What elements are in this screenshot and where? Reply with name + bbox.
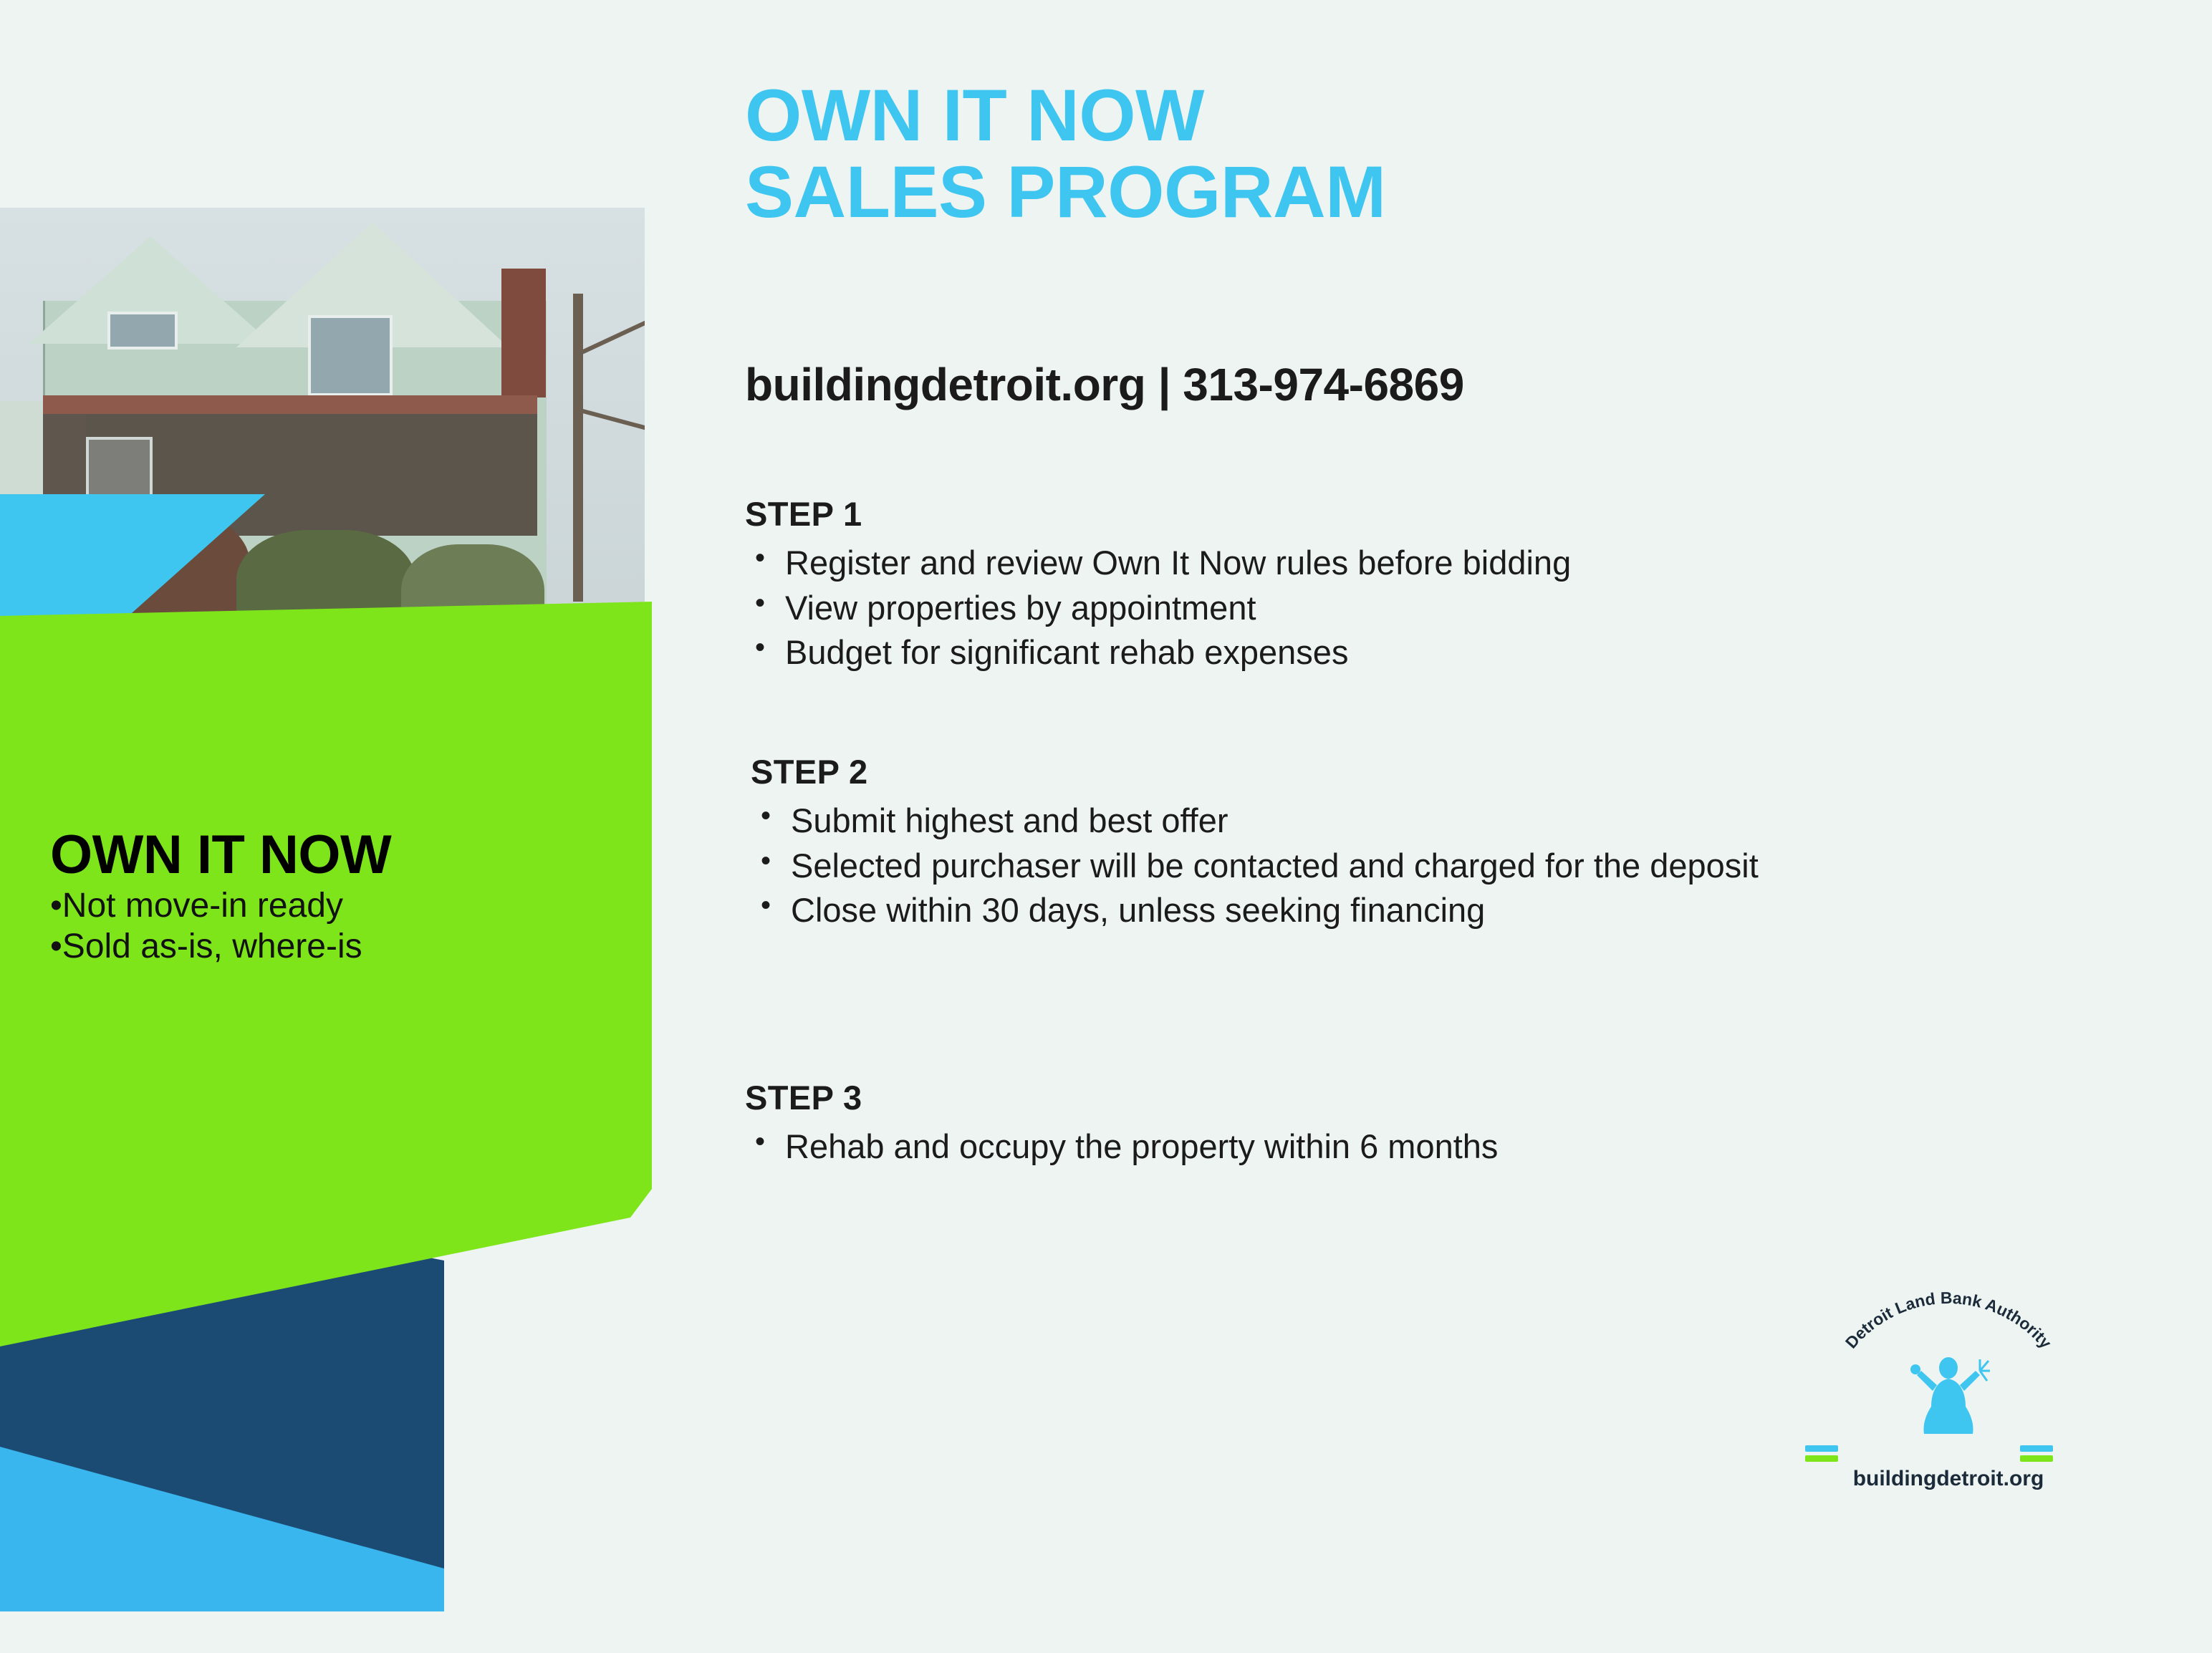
ribbon-line-1: •Not move-in ready	[50, 887, 343, 925]
logo-arc-label: Detroit Land Bank Authority	[1841, 1289, 2056, 1352]
logo-dash-cyan-left	[1805, 1445, 1838, 1452]
list-item: • Close within 30 days, unless seeking financing	[751, 888, 1759, 933]
step-3-list	[745, 1124, 1498, 1170]
list-item: • Selected purchaser will be contacted and charged for the deposit	[751, 844, 1759, 889]
page-title	[745, 74, 1386, 233]
spirit-of-detroit-icon	[1905, 1346, 1991, 1447]
step-3-heading: STEP 3	[745, 1079, 862, 1117]
list-item: • Submit highest and best offer	[751, 799, 1759, 844]
step-2-list	[751, 799, 1759, 933]
left-graphic-panel	[0, 0, 688, 1653]
step-1-list	[745, 541, 1571, 675]
list-item: • View properties by appointment	[745, 586, 1571, 631]
logo-dash-cyan-right	[2020, 1445, 2053, 1452]
ribbon-text-block	[50, 824, 595, 967]
step-2-block	[751, 752, 1759, 933]
logo-url[interactable]: buildingdetroit.org	[1852, 1467, 2044, 1490]
logo-dash-green-right	[2020, 1455, 2053, 1462]
list-item: • Rehab and occupy the property within 6 months	[745, 1124, 1498, 1170]
step-2-heading: STEP 2	[751, 753, 868, 791]
content-panel	[745, 0, 2178, 1653]
title-line-2: SALES PROGRAM	[745, 151, 1386, 233]
step-3-block	[745, 1078, 1498, 1170]
detroit-land-bank-logo	[1798, 1289, 2099, 1526]
contact-line[interactable]: buildingdetroit.org | 313-974-6869	[745, 359, 1464, 410]
title-line-1: OWN IT NOW	[745, 74, 1204, 156]
logo-dash-green-left	[1805, 1455, 1838, 1462]
list-item: • Budget for significant rehab expenses	[745, 630, 1571, 675]
step-1-heading: STEP 1	[745, 495, 862, 533]
step-1-block	[745, 494, 1571, 675]
ribbon-title: OWN IT NOW	[50, 824, 392, 885]
list-item: • Register and review Own It Now rules before bidding	[745, 541, 1571, 586]
ribbon-line-2: •Sold as-is, where-is	[50, 927, 362, 965]
